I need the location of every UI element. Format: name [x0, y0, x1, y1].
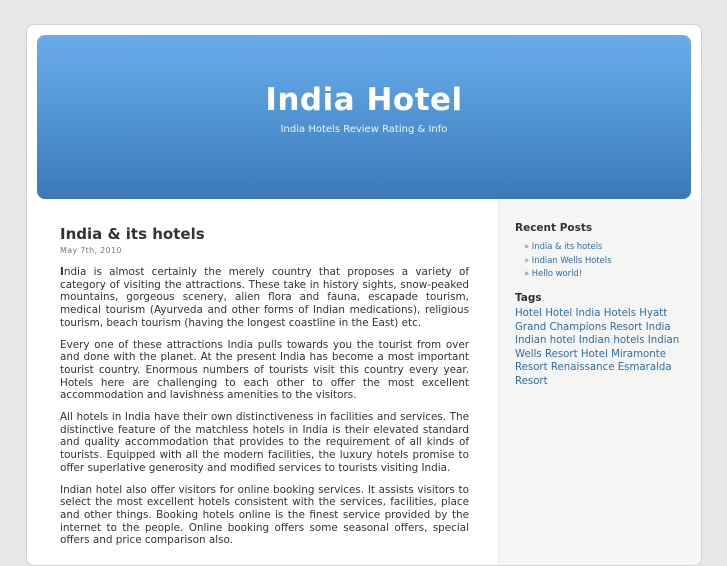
- post-entry: [60, 266, 469, 547]
- recent-posts-list: [515, 240, 612, 281]
- tag-cloud: [515, 307, 693, 389]
- recent-post-link[interactable]: Hello world!: [531, 268, 583, 279]
- tag-link[interactable]: Miramonte Resort: [515, 348, 666, 374]
- tag-link[interactable]: Hotel: [580, 348, 608, 360]
- tag-link[interactable]: Hotel: [515, 308, 542, 319]
- recent-post-link[interactable]: India & its hotels: [531, 241, 603, 251]
- recent-posts-title: Recent Posts: [515, 222, 593, 234]
- tag-link[interactable]: Hotels: [603, 308, 637, 319]
- tags-title: Tags: [515, 292, 542, 304]
- tag-link[interactable]: Hyatt Grand Champions Resort: [515, 308, 668, 333]
- tag-link[interactable]: Indian hotels: [578, 335, 645, 347]
- post-paragraph: All hotels in India have their own distinctiveness in facilities and services. The distinctive feature of the matchless hotels in India is their elevated standard and quality accommodation that provides to the requirement of all kinds of tourists. Equipped with all the modern facilities, the luxury hotels promise to offer superlative generosity and modified services to tourists visiting India.: [60, 411, 469, 474]
- post-date: May 7th, 2010: [60, 246, 122, 255]
- list-item: [524, 254, 612, 268]
- list-item: [524, 267, 612, 281]
- bullet-icon: »: [524, 241, 530, 251]
- recent-post-link[interactable]: Indian Wells Hotels: [531, 254, 612, 265]
- recent-posts-widget: [515, 222, 612, 281]
- site-description: India Hotels Review Rating & Info: [280, 124, 448, 135]
- site-header: [37, 35, 691, 199]
- main-content: [60, 225, 469, 556]
- tag-link[interactable]: Indian hotel: [515, 335, 576, 347]
- post-title-link[interactable]: India & its hotels: [60, 225, 205, 243]
- tag-link[interactable]: India: [645, 321, 671, 333]
- post-paragraph: India is almost certainly the merely country that proposes a variety of category of visiting the attractions. These take in history sights, snow-peaked mountains, gorgeous scenery, alien flora and fauna, escapade tourism, medical tourism (Ayurveda and other forms of Indian medications), religious tourism, beach tourism (having the longest coastline in the East) etc.: [60, 266, 469, 329]
- list-item: [524, 240, 612, 254]
- bullet-icon: »: [524, 268, 530, 279]
- tag-link[interactable]: Hotel India: [545, 308, 601, 319]
- tags-widget: [515, 292, 693, 389]
- tag-link[interactable]: Indian Wells Resort: [515, 335, 680, 360]
- sidebar: [498, 199, 702, 566]
- bullet-icon: »: [524, 254, 530, 265]
- tag-link[interactable]: Renaissance Esmaralda Resort: [515, 362, 672, 387]
- page-container: [26, 24, 702, 566]
- site-title-link[interactable]: India Hotel: [265, 82, 463, 118]
- post-paragraph: Indian hotel also offer visitors for online booking services. It assists visitors to select the most excellent hotels consistent with the services, facilities, place and other things. Booking hotels online is the finest service provided by the internet to the people. Online booking offers some seasonal offers, special offers and price comparison also.: [60, 483, 469, 547]
- post-paragraph: Every one of these attractions India pulls towards you the tourist from over and done with the planet. At the present India has become a most important tourist country. Enormous numbers of tourists visit this country every year. Hotels here are challenging to each other to offer the most excellent accommodation and lavishness amenities to the visitors.: [60, 338, 469, 402]
- post-title: [60, 225, 469, 243]
